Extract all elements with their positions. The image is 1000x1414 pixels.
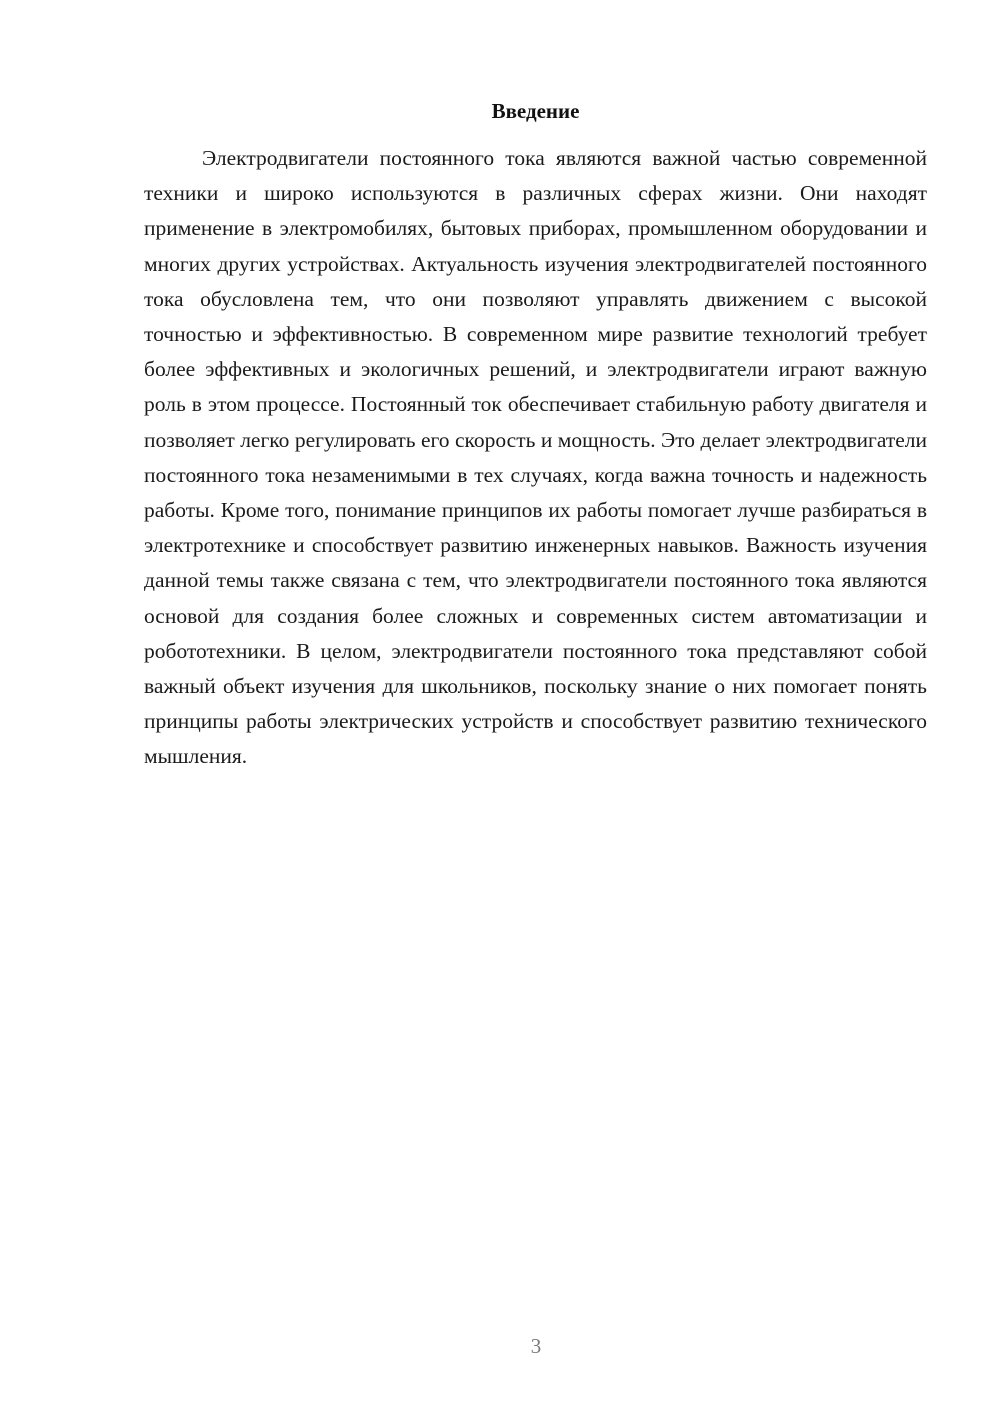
section-heading: Введение xyxy=(491,99,580,123)
body-paragraph: Электродвигатели постоянного тока являются важной частью современной техники и широко используются в различных сферах жизни. Они находят применение в электромобилях, бытовых приборах, промышленном оборудовании и многих других устройствах. Актуальность изучения электродвигателей постоянного тока обусловлена тем, что они позволяют управлять движением с высокой точностью и эффективностью. В современном мире развитие технологий требует более эффективных и экологичных решений, и электродвигатели играют важную роль в этом процессе. Постоянный ток обеспечивает стабильную работу двигателя и позволяет легко регулировать его скорость и мощность. Это делает электродвигатели постоянного тока незаменимыми в тех случаях, когда важна точность и надежность работы. Кроме того, понимание принципов их работы помогает лучше разбираться в электротехнике и способствует развитию инженерных навыков. Важность изучения данной темы также связана с тем, что электродвигатели постоянного тока являются основой для создания более сложных и современных систем автоматизации и робототехники. В целом, электродвигатели постоянного тока представляют собой важный объект изучения для школьников, поскольку знание о них помогает понять принципы работы электрических устройств и способствует развитию технического мышления. xyxy=(144,146,927,769)
page-number: 3 xyxy=(530,1334,542,1358)
